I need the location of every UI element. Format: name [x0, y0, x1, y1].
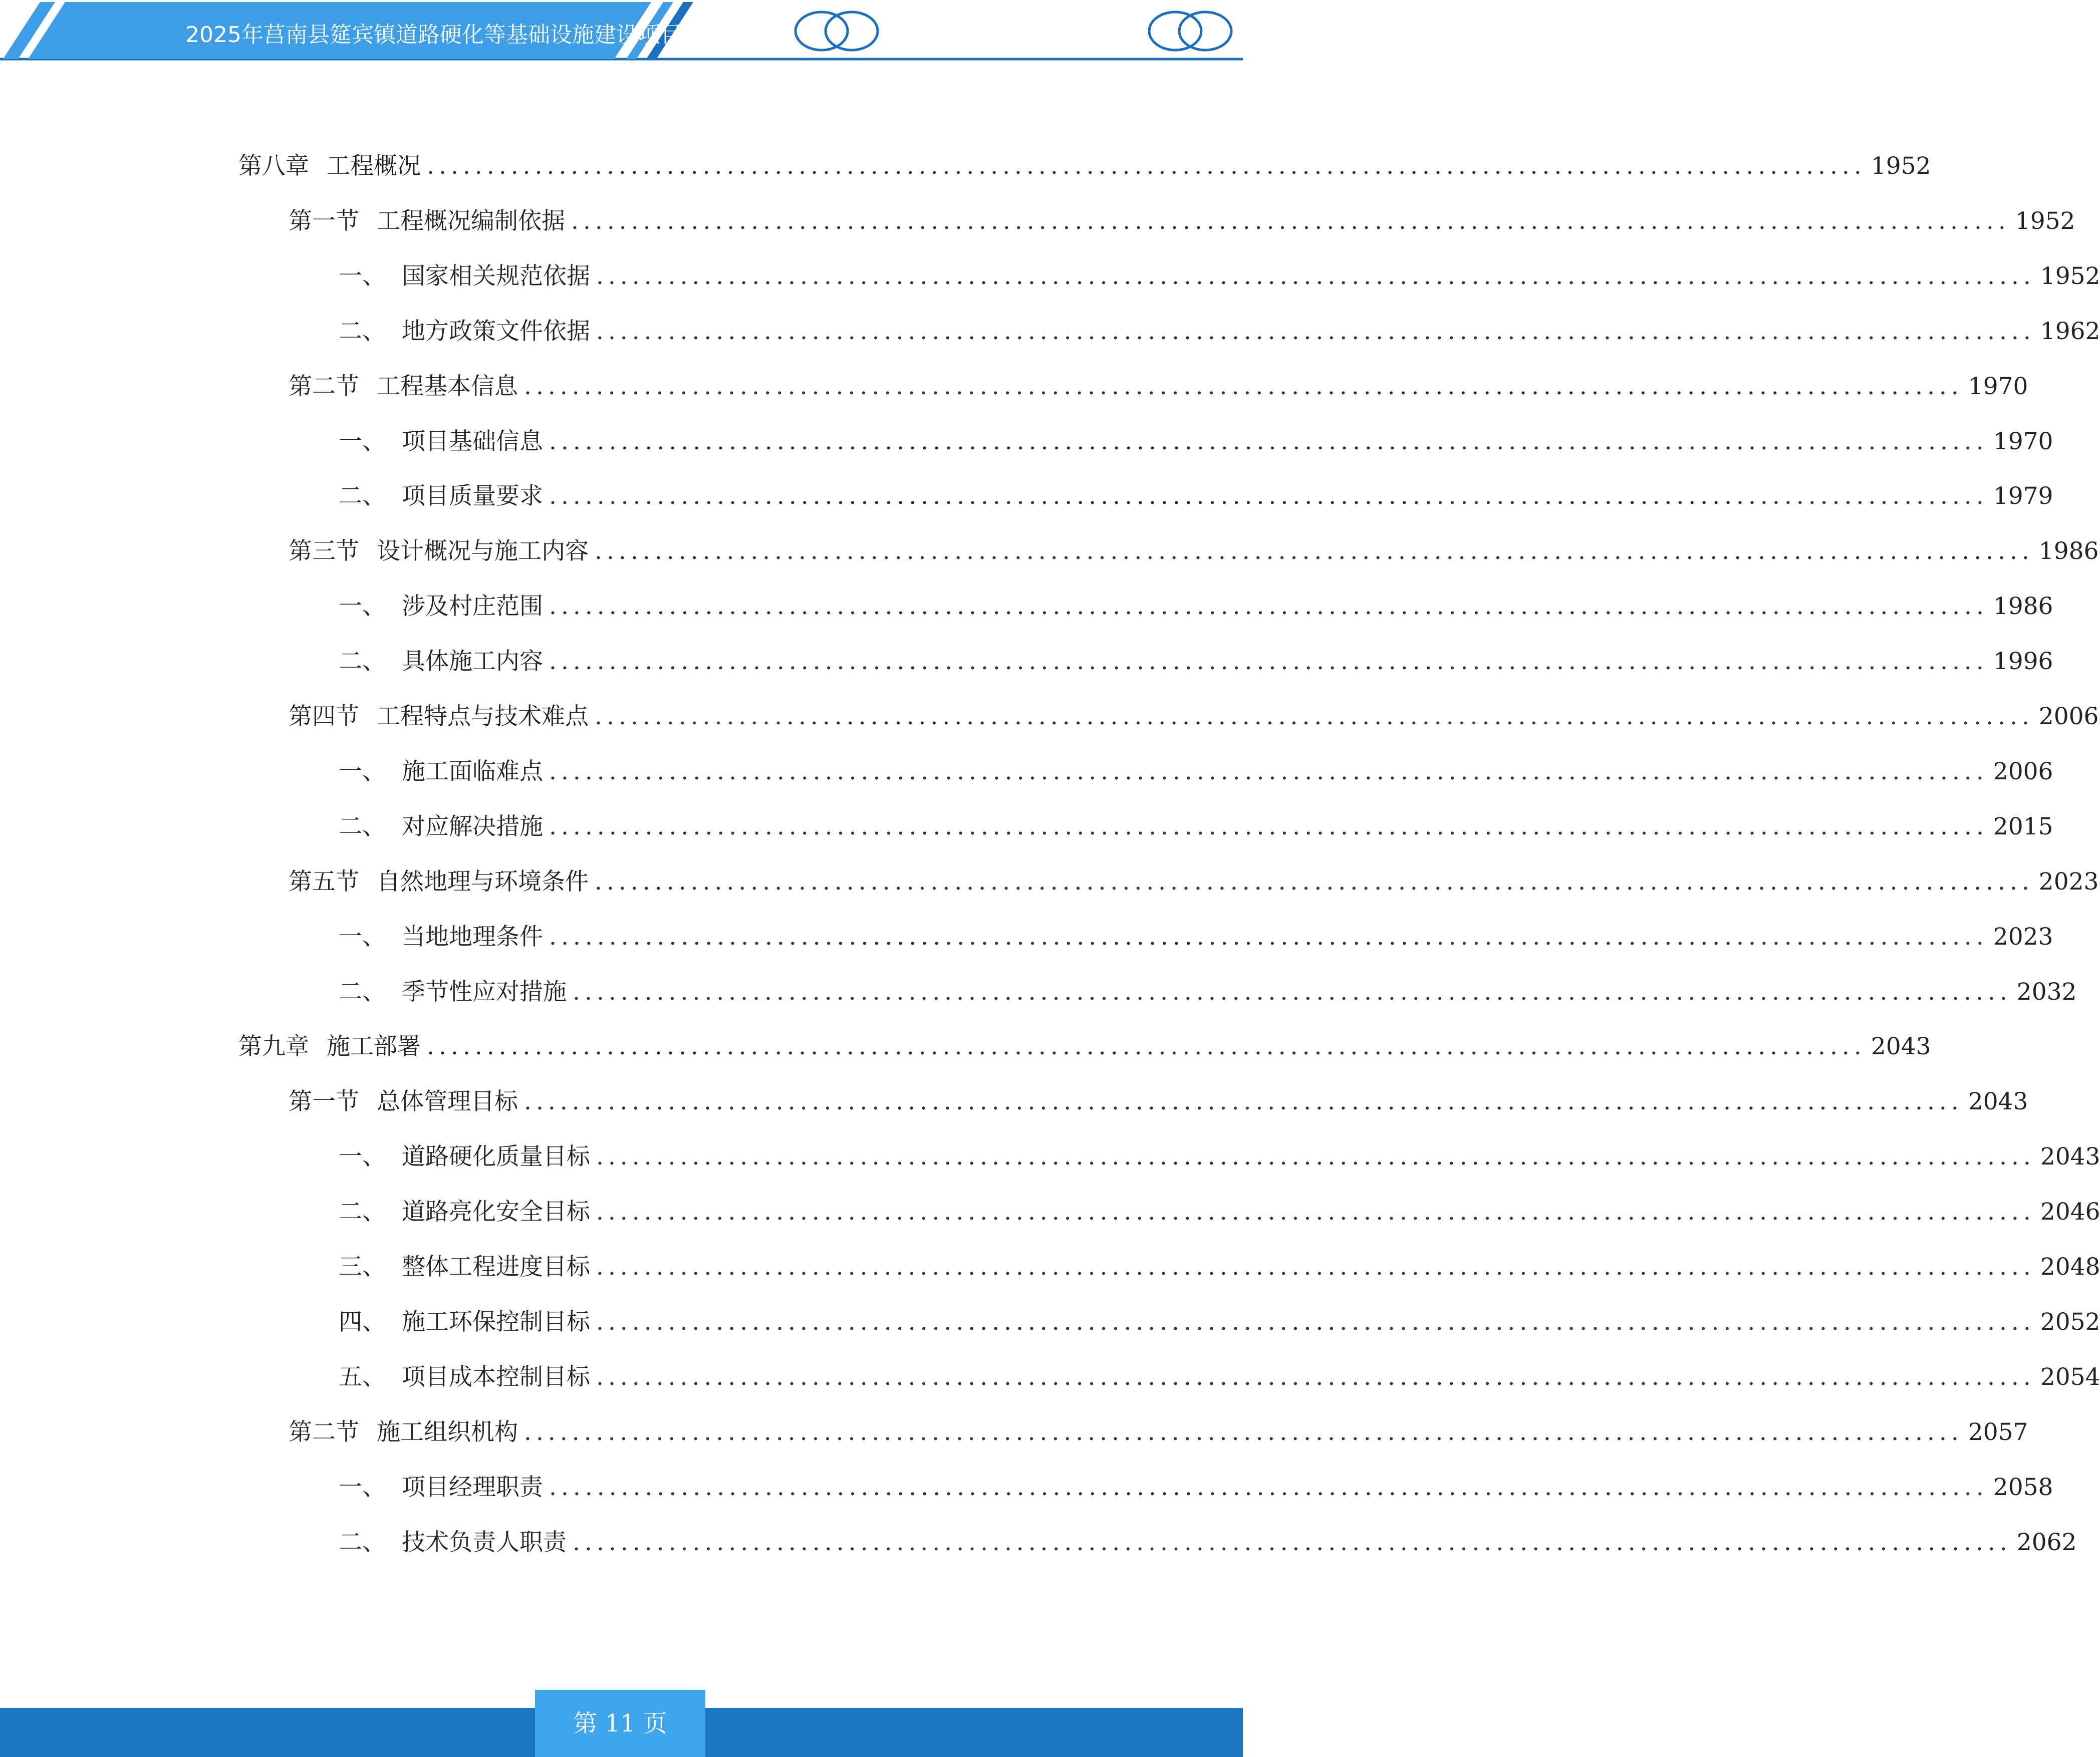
- toc-entry-number: 二、: [339, 648, 386, 675]
- toc-entry-title: 道路亮化安全目标: [402, 1198, 590, 1226]
- dot-leader: ........................................................................................................................: [573, 1529, 2012, 1556]
- dot-leader: ........................................................................................................................: [596, 1308, 2035, 1336]
- toc-entry[interactable]: [339, 424, 2053, 460]
- toc-entry-number: 四、: [339, 1308, 386, 1336]
- toc-entry-title: 工程概况: [327, 152, 421, 180]
- toc-entry-page: 2054: [2040, 1363, 2100, 1391]
- toc-entry[interactable]: [339, 809, 2053, 845]
- toc-entry-number: 第三节: [289, 537, 359, 565]
- toc-entry-page: 1962: [2040, 318, 2100, 345]
- dot-leader: ........................................................................................................................: [596, 318, 2035, 345]
- dot-leader: ........................................................................................................................: [596, 1363, 2035, 1391]
- dot-leader: ........................................................................................................................: [549, 482, 1988, 510]
- toc-entry-number: 第一节: [289, 207, 359, 235]
- header-title: 2025年莒南县筵宾镇道路硬化等基础设施建设项目: [185, 22, 682, 48]
- toc-entry-title: 工程基本信息: [377, 373, 518, 400]
- toc-entry-page: 2043: [1968, 1088, 2028, 1115]
- toc-entry-page: 2023: [1993, 923, 2053, 951]
- toc-entry-page: 2048: [2040, 1253, 2100, 1281]
- dot-leader: ........................................................................................................................: [549, 758, 1988, 785]
- toc-entry-page: 2032: [2016, 978, 2077, 1006]
- toc-entry-page: 2006: [1993, 758, 2053, 785]
- toc-entry[interactable]: [339, 1194, 2100, 1230]
- toc-entry-number: 第一节: [289, 1088, 359, 1115]
- toc-entry-page: 2058: [1993, 1474, 2053, 1501]
- toc-entry-number: 一、: [339, 923, 386, 951]
- toc-entry[interactable]: [339, 258, 2100, 295]
- toc-entry-title: 项目经理职责: [402, 1474, 543, 1501]
- dot-leader: ........................................................................................................................: [595, 537, 2034, 565]
- dot-leader: ........................................................................................................................: [524, 373, 1963, 400]
- toc-entry-page: 2052: [2040, 1308, 2100, 1336]
- toc-entry-number: 第八章: [238, 152, 309, 180]
- dot-leader: ........................................................................................................................: [549, 593, 1988, 620]
- toc-entry-number: 三、: [339, 1253, 386, 1281]
- toc-entry-title: 工程特点与技术难点: [377, 703, 589, 730]
- toc-entry-number: 二、: [339, 1529, 386, 1556]
- toc-entry-title: 季节性应对措施: [402, 978, 567, 1006]
- toc-entry-number: 二、: [339, 978, 386, 1006]
- toc-entry-page: 2043: [1871, 1033, 1931, 1060]
- toc-entry-page: 2015: [1993, 813, 2053, 840]
- double-ring-logo-icon: [1149, 12, 1231, 50]
- toc-entry-number: 一、: [339, 1474, 386, 1501]
- toc-entry-number: 二、: [339, 318, 386, 345]
- toc-entry-page: 1979: [1993, 482, 2053, 510]
- toc-entry[interactable]: [289, 533, 2099, 569]
- dot-leader: ........................................................................................................................: [595, 868, 2034, 896]
- toc-entry-title: 总体管理目标: [377, 1088, 518, 1115]
- toc-entry-number: 一、: [339, 758, 386, 785]
- toc-entry-title: 施工组织机构: [377, 1418, 518, 1446]
- toc-entry-page: 2057: [1968, 1418, 2028, 1446]
- toc-entry-title: 涉及村庄范围: [402, 593, 543, 620]
- dot-leader: ........................................................................................................................: [595, 703, 2034, 730]
- toc-entry-number: 五、: [339, 1363, 386, 1391]
- toc-entry-page: 1952: [1871, 152, 1931, 180]
- toc-entry-title: 地方政策文件依据: [402, 318, 590, 345]
- toc-entry-number: 二、: [339, 813, 386, 840]
- dot-leader: ........................................................................................................................: [549, 1474, 1988, 1501]
- toc-entry[interactable]: [339, 1359, 2100, 1395]
- toc-entry-page: 2043: [2040, 1143, 2100, 1170]
- dot-leader: ........................................................................................................................: [549, 923, 1988, 951]
- toc-entry-title: 技术负责人职责: [402, 1529, 567, 1556]
- toc-entry[interactable]: [289, 699, 2099, 735]
- toc-entry[interactable]: [339, 1139, 2100, 1175]
- toc-entry[interactable]: [339, 1249, 2100, 1285]
- toc-entry-page: 1952: [2040, 262, 2100, 290]
- dot-leader: ........................................................................................................................: [573, 978, 2012, 1006]
- toc-entry[interactable]: [289, 203, 2075, 239]
- dot-leader: ........................................................................................................................: [549, 813, 1988, 840]
- toc-entry-number: 一、: [339, 593, 386, 620]
- toc-entry[interactable]: [339, 919, 2053, 955]
- toc-entry-number: 一、: [339, 428, 386, 455]
- toc-entry-number: 第四节: [289, 703, 359, 730]
- toc-entry[interactable]: [339, 644, 2053, 680]
- toc-entry-title: 整体工程进度目标: [402, 1253, 590, 1281]
- toc-entry[interactable]: [339, 754, 2053, 790]
- toc-entry[interactable]: [289, 1084, 2028, 1120]
- dot-leader: ........................................................................................................................: [427, 152, 1866, 180]
- toc-entry-page: 2023: [2038, 868, 2099, 896]
- toc-entry[interactable]: [289, 369, 2028, 405]
- toc-entry-page: 1986: [2038, 537, 2099, 565]
- toc-entry-title: 项目基础信息: [402, 428, 543, 455]
- dot-leader: ........................................................................................................................: [427, 1033, 1866, 1060]
- toc-entry-page: 1996: [1993, 648, 2053, 675]
- toc-entry[interactable]: [339, 974, 2077, 1010]
- toc-entry-number: 二、: [339, 482, 386, 510]
- dot-leader: ........................................................................................................................: [596, 1198, 2035, 1226]
- toc-entry-page: 2062: [2016, 1529, 2077, 1556]
- dot-leader: ........................................................................................................................: [524, 1088, 1963, 1115]
- toc-entry-title: 自然地理与环境条件: [377, 868, 589, 896]
- toc-entry[interactable]: [289, 864, 2099, 900]
- double-ring-logo-icon: [796, 12, 878, 50]
- toc-entry-title: 工程概况编制依据: [377, 207, 565, 235]
- toc-entry-title: 具体施工内容: [402, 648, 543, 675]
- toc-entry[interactable]: [339, 1525, 2077, 1561]
- toc-entry-title: 项目质量要求: [402, 482, 543, 510]
- dot-leader: ........................................................................................................................: [596, 262, 2035, 290]
- toc-entry-page: 1952: [2015, 207, 2075, 235]
- dot-leader: ........................................................................................................................: [596, 1143, 2035, 1170]
- toc-entry-title: 项目成本控制目标: [402, 1363, 590, 1391]
- toc-entry[interactable]: [238, 1029, 1931, 1065]
- toc-entry[interactable]: [339, 314, 2100, 350]
- page-number: 第 11 页: [535, 1690, 705, 1757]
- dot-leader: ........................................................................................................................: [596, 1253, 2035, 1281]
- toc-entry-title: 设计概况与施工内容: [377, 537, 589, 565]
- toc-entry-number: 二、: [339, 1198, 386, 1226]
- toc-entry-number: 一、: [339, 262, 386, 290]
- dot-leader: ........................................................................................................................: [549, 648, 1988, 675]
- toc-entry-title: 道路硬化质量目标: [402, 1143, 590, 1170]
- toc-entry-number: 第五节: [289, 868, 359, 896]
- toc-entry-number: 第二节: [289, 373, 359, 400]
- dot-leader: ........................................................................................................................: [549, 428, 1988, 455]
- dot-leader: ........................................................................................................................: [524, 1418, 1963, 1446]
- toc-entry-page: 1970: [1968, 373, 2028, 400]
- toc-entry-number: 一、: [339, 1143, 386, 1170]
- toc-entry-page: 2006: [2038, 703, 2099, 730]
- toc-entry-title: 当地地理条件: [402, 923, 543, 951]
- toc-entry-title: 对应解决措施: [402, 813, 543, 840]
- toc-entry-title: 施工面临难点: [402, 758, 543, 785]
- toc-entry-number: 第二节: [289, 1418, 359, 1446]
- toc-entry[interactable]: [339, 478, 2053, 514]
- dot-leader: ........................................................................................................................: [571, 207, 2010, 235]
- toc-entry[interactable]: [339, 1470, 2053, 1506]
- toc-entry[interactable]: [289, 1414, 2028, 1450]
- toc-entry-title: 施工环保控制目标: [402, 1308, 590, 1336]
- toc-entry-page: 1970: [1993, 428, 2053, 455]
- toc-entry[interactable]: [339, 1304, 2100, 1340]
- toc-entry-title: 国家相关规范依据: [402, 262, 590, 290]
- toc-entry-page: 1986: [1993, 593, 2053, 620]
- toc-entry-title: 施工部署: [327, 1033, 421, 1060]
- toc-entry[interactable]: [238, 148, 1931, 184]
- toc-entry-page: 2046: [2040, 1198, 2100, 1226]
- toc-entry-number: 第九章: [238, 1033, 309, 1060]
- toc-entry[interactable]: [339, 589, 2053, 625]
